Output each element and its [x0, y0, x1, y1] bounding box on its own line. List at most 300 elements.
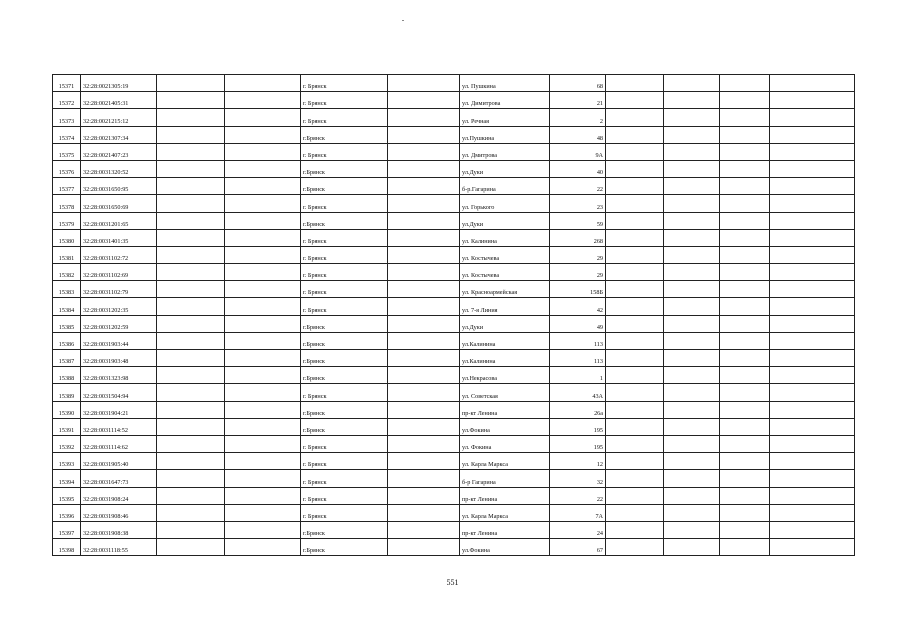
cell-empty [606, 298, 664, 315]
cell-empty [225, 109, 301, 126]
cell-house: 43А [550, 384, 606, 401]
cell-house: 23 [550, 195, 606, 212]
cell-empty [664, 487, 720, 504]
cell-house: 268 [550, 229, 606, 246]
table-row [53, 384, 855, 401]
cell-empty [225, 539, 301, 556]
cell-empty [606, 126, 664, 143]
cell-house: 42 [550, 298, 606, 315]
cell-city: г. Брянск [301, 384, 388, 401]
cell-number: 15388 [53, 367, 81, 384]
cell-empty [157, 126, 225, 143]
cell-empty [157, 178, 225, 195]
cell-city: г.Брянск [301, 401, 388, 418]
cell-empty [225, 92, 301, 109]
cell-empty [225, 246, 301, 263]
cell-house: 67 [550, 539, 606, 556]
cell-city: г.Брянск [301, 350, 388, 367]
cell-empty [770, 504, 855, 521]
cell-city: г.Брянск [301, 212, 388, 229]
cell-street: ул. Речная [460, 109, 550, 126]
table-row [53, 315, 855, 332]
cell-empty [720, 212, 770, 229]
table-row [53, 332, 855, 349]
cell-empty [720, 435, 770, 452]
cell-empty [225, 229, 301, 246]
cell-city: г. Брянск [301, 143, 388, 160]
cell-number: 15390 [53, 401, 81, 418]
cell-city: г. Брянск [301, 246, 388, 263]
cell-street: ул.Дуки [460, 160, 550, 177]
cell-empty [664, 418, 720, 435]
cell-empty [157, 315, 225, 332]
cell-street: пр-кт Ленина [460, 521, 550, 538]
cell-empty [606, 143, 664, 160]
cell-empty [720, 418, 770, 435]
cell-empty [664, 367, 720, 384]
cell-cadastral-number: 32:28:0031201:65 [81, 212, 157, 229]
cell-empty [606, 504, 664, 521]
cell-house: 1 [550, 367, 606, 384]
cell-house: 40 [550, 160, 606, 177]
cell-empty [606, 332, 664, 349]
cell-cadastral-number: 32:28:0031650:95 [81, 178, 157, 195]
cell-empty [664, 75, 720, 92]
cell-empty [388, 332, 460, 349]
cell-empty [157, 92, 225, 109]
cell-empty [720, 143, 770, 160]
table-row [53, 504, 855, 521]
cell-street: ул. Димитрова [460, 92, 550, 109]
cell-empty [388, 92, 460, 109]
cell-empty [225, 418, 301, 435]
cell-number: 15394 [53, 470, 81, 487]
table-row [53, 350, 855, 367]
cell-cadastral-number: 32:28:0031102:79 [81, 281, 157, 298]
cell-city: г. Брянск [301, 264, 388, 281]
cell-empty [720, 75, 770, 92]
cell-empty [388, 401, 460, 418]
cell-empty [664, 470, 720, 487]
cell-street: ул. Красноармейская [460, 281, 550, 298]
cell-city: г.Брянск [301, 126, 388, 143]
cell-empty [157, 470, 225, 487]
cell-house: 32 [550, 470, 606, 487]
cell-empty [606, 418, 664, 435]
cell-empty [388, 487, 460, 504]
cell-empty [388, 504, 460, 521]
table-row [53, 453, 855, 470]
cell-cadastral-number: 32:28:0031908:24 [81, 487, 157, 504]
cell-empty [720, 246, 770, 263]
cell-empty [225, 487, 301, 504]
cell-empty [157, 521, 225, 538]
cell-empty [157, 367, 225, 384]
cell-empty [388, 264, 460, 281]
cell-house: 29 [550, 264, 606, 281]
cell-empty [770, 246, 855, 263]
cell-empty [225, 160, 301, 177]
cell-empty [770, 418, 855, 435]
registry-table [52, 74, 855, 556]
table-row [53, 487, 855, 504]
cell-empty [157, 418, 225, 435]
cell-empty [720, 487, 770, 504]
cell-empty [606, 75, 664, 92]
table-row [53, 521, 855, 538]
cell-empty [770, 298, 855, 315]
cell-cadastral-number: 32:28:0031320:52 [81, 160, 157, 177]
cell-empty [606, 453, 664, 470]
cell-empty [770, 332, 855, 349]
cell-empty [664, 246, 720, 263]
cell-empty [225, 75, 301, 92]
table-row [53, 401, 855, 418]
cell-empty [606, 246, 664, 263]
cell-empty [157, 109, 225, 126]
cell-empty [388, 160, 460, 177]
cell-empty [606, 350, 664, 367]
table-row [53, 367, 855, 384]
cell-empty [388, 195, 460, 212]
table-row [53, 418, 855, 435]
cell-empty [225, 298, 301, 315]
cell-empty [664, 195, 720, 212]
cell-city: г.Брянск [301, 418, 388, 435]
cell-number: 15384 [53, 298, 81, 315]
cell-empty [720, 453, 770, 470]
cell-cadastral-number: 32:28:0021405:31 [81, 92, 157, 109]
cell-empty [770, 160, 855, 177]
cell-empty [225, 212, 301, 229]
cell-city: г. Брянск [301, 298, 388, 315]
cell-empty [664, 521, 720, 538]
cell-street: ул.Дуки [460, 212, 550, 229]
cell-empty [225, 315, 301, 332]
cell-city: г.Брянск [301, 367, 388, 384]
cell-empty [606, 109, 664, 126]
cell-cadastral-number: 32:28:0031903:48 [81, 350, 157, 367]
cell-street: ул. Горького [460, 195, 550, 212]
cell-empty [606, 521, 664, 538]
cell-empty [606, 264, 664, 281]
cell-empty [720, 109, 770, 126]
cell-empty [225, 435, 301, 452]
cell-empty [225, 521, 301, 538]
cell-empty [770, 281, 855, 298]
cell-number: 15392 [53, 435, 81, 452]
cell-house: 113 [550, 350, 606, 367]
cell-empty [770, 75, 855, 92]
cell-city: г.Брянск [301, 539, 388, 556]
table-row [53, 75, 855, 92]
cell-empty [225, 332, 301, 349]
table-row [53, 470, 855, 487]
cell-street: б-р Гагарина [460, 470, 550, 487]
cell-empty [225, 281, 301, 298]
cell-number: 15373 [53, 109, 81, 126]
cell-number: 15376 [53, 160, 81, 177]
cell-city: г. Брянск [301, 92, 388, 109]
cell-number: 15396 [53, 504, 81, 521]
cell-city: г.Брянск [301, 178, 388, 195]
cell-empty [606, 384, 664, 401]
cell-empty [720, 298, 770, 315]
cell-cadastral-number: 32:28:0031118:55 [81, 539, 157, 556]
cell-cadastral-number: 32:28:0031114:62 [81, 435, 157, 452]
cell-empty [225, 401, 301, 418]
cell-empty [664, 281, 720, 298]
cell-number: 15398 [53, 539, 81, 556]
cell-empty [388, 75, 460, 92]
cell-number: 15383 [53, 281, 81, 298]
cell-empty [157, 298, 225, 315]
cell-house: 29 [550, 246, 606, 263]
cell-empty [606, 435, 664, 452]
cell-number: 15377 [53, 178, 81, 195]
cell-street: ул.Пушкина [460, 126, 550, 143]
cell-cadastral-number: 32:28:0031504:94 [81, 384, 157, 401]
cell-city: г. Брянск [301, 504, 388, 521]
cell-empty [606, 92, 664, 109]
cell-house: 113 [550, 332, 606, 349]
cell-empty [157, 435, 225, 452]
cell-empty [388, 521, 460, 538]
cell-empty [388, 418, 460, 435]
cell-empty [225, 504, 301, 521]
table-row [53, 264, 855, 281]
table-row [53, 195, 855, 212]
cell-empty [664, 264, 720, 281]
cell-street: ул. Дмитрова [460, 143, 550, 160]
cell-city: г.Брянск [301, 521, 388, 538]
cell-empty [157, 332, 225, 349]
cell-cadastral-number: 32:28:0031323:98 [81, 367, 157, 384]
cell-number: 15389 [53, 384, 81, 401]
cell-empty [225, 195, 301, 212]
cell-house: 195 [550, 418, 606, 435]
cell-cadastral-number: 32:28:0031650:69 [81, 195, 157, 212]
cell-number: 15382 [53, 264, 81, 281]
cell-street: ул. Калинина [460, 229, 550, 246]
cell-empty [720, 281, 770, 298]
cell-street: ул.Калинина [460, 332, 550, 349]
cell-empty [157, 246, 225, 263]
cell-empty [606, 401, 664, 418]
cell-empty [664, 92, 720, 109]
table-row [53, 435, 855, 452]
cell-house: 26а [550, 401, 606, 418]
cell-empty [770, 384, 855, 401]
table-row [53, 298, 855, 315]
cell-empty [225, 384, 301, 401]
cell-empty [664, 315, 720, 332]
cell-empty [606, 539, 664, 556]
cell-empty [606, 470, 664, 487]
scan-speck [402, 20, 404, 21]
cell-house: 48 [550, 126, 606, 143]
cell-empty [720, 160, 770, 177]
cell-empty [720, 229, 770, 246]
cell-empty [664, 109, 720, 126]
cell-empty [606, 229, 664, 246]
cell-empty [225, 470, 301, 487]
cell-empty [606, 315, 664, 332]
cell-empty [664, 143, 720, 160]
table-row [53, 212, 855, 229]
cell-empty [225, 178, 301, 195]
cell-empty [720, 92, 770, 109]
table-row [53, 539, 855, 556]
cell-number: 15385 [53, 315, 81, 332]
cell-empty [157, 195, 225, 212]
cell-empty [770, 264, 855, 281]
cell-number: 15395 [53, 487, 81, 504]
cell-empty [606, 195, 664, 212]
cell-empty [157, 453, 225, 470]
page-number: 551 [446, 578, 459, 587]
cell-number: 15391 [53, 418, 81, 435]
cell-empty [720, 384, 770, 401]
cell-empty [606, 178, 664, 195]
cell-empty [770, 435, 855, 452]
table-row [53, 109, 855, 126]
cell-empty [664, 453, 720, 470]
cell-empty [720, 504, 770, 521]
cell-city: г. Брянск [301, 453, 388, 470]
cell-number: 15387 [53, 350, 81, 367]
cell-street: ул. Карла Маркса [460, 453, 550, 470]
cell-street: ул.Калинина [460, 350, 550, 367]
cell-empty [770, 212, 855, 229]
cell-empty [225, 367, 301, 384]
cell-house: 22 [550, 178, 606, 195]
cell-house: 49 [550, 315, 606, 332]
cell-street: ул. Карла Маркса [460, 504, 550, 521]
cell-empty [720, 521, 770, 538]
cell-city: г. Брянск [301, 487, 388, 504]
cell-number: 15397 [53, 521, 81, 538]
cell-house: 21 [550, 92, 606, 109]
table-row [53, 160, 855, 177]
cell-cadastral-number: 32:28:0031102:69 [81, 264, 157, 281]
cell-empty [157, 350, 225, 367]
cell-empty [664, 401, 720, 418]
cell-house: 22 [550, 487, 606, 504]
cell-house: 68 [550, 75, 606, 92]
cell-empty [388, 435, 460, 452]
cell-city: г. Брянск [301, 229, 388, 246]
cell-city: г. Брянск [301, 75, 388, 92]
cell-empty [225, 126, 301, 143]
cell-street: ул.Фокина [460, 418, 550, 435]
cell-empty [770, 367, 855, 384]
cell-empty [770, 401, 855, 418]
cell-city: г.Брянск [301, 315, 388, 332]
cell-empty [157, 264, 225, 281]
cell-number: 15379 [53, 212, 81, 229]
table-row [53, 92, 855, 109]
cell-city: г. Брянск [301, 195, 388, 212]
cell-empty [770, 453, 855, 470]
cell-cadastral-number: 32:28:0021407:23 [81, 143, 157, 160]
cell-street: ул.Некрасова [460, 367, 550, 384]
table-row [53, 126, 855, 143]
cell-street: ул. Фокина [460, 435, 550, 452]
cell-empty [388, 212, 460, 229]
cell-empty [770, 470, 855, 487]
cell-house: 2 [550, 109, 606, 126]
cell-empty [664, 212, 720, 229]
cell-empty [606, 212, 664, 229]
cell-empty [770, 229, 855, 246]
cell-empty [664, 178, 720, 195]
cell-empty [770, 487, 855, 504]
cell-number: 15372 [53, 92, 81, 109]
cell-empty [388, 109, 460, 126]
cell-cadastral-number: 32:28:0031401:35 [81, 229, 157, 246]
cell-city: г.Брянск [301, 160, 388, 177]
cell-street: ул.Дуки [460, 315, 550, 332]
cell-empty [770, 109, 855, 126]
cell-empty [720, 350, 770, 367]
cell-empty [388, 178, 460, 195]
cell-city: г.Брянск [301, 332, 388, 349]
cell-street: ул. Костычева [460, 246, 550, 263]
cell-empty [157, 143, 225, 160]
cell-cadastral-number: 32:28:0031647:73 [81, 470, 157, 487]
cell-empty [157, 281, 225, 298]
cell-empty [157, 401, 225, 418]
cell-cadastral-number: 32:28:0031908:38 [81, 521, 157, 538]
cell-empty [720, 264, 770, 281]
cell-empty [720, 539, 770, 556]
cell-house: 59 [550, 212, 606, 229]
cell-street: пр-кт Ленина [460, 401, 550, 418]
cell-empty [157, 539, 225, 556]
cell-empty [388, 384, 460, 401]
cell-empty [664, 332, 720, 349]
cell-empty [664, 160, 720, 177]
cell-empty [388, 315, 460, 332]
cell-empty [770, 195, 855, 212]
cell-empty [720, 470, 770, 487]
cell-cadastral-number: 32:28:0021215:12 [81, 109, 157, 126]
cell-cadastral-number: 32:28:0031202:35 [81, 298, 157, 315]
cell-city: г. Брянск [301, 109, 388, 126]
cell-street: ул.Фокина [460, 539, 550, 556]
cell-empty [388, 143, 460, 160]
cell-cadastral-number: 32:28:0021305:19 [81, 75, 157, 92]
table-row [53, 281, 855, 298]
cell-street: б-р.Гагарина [460, 178, 550, 195]
cell-empty [770, 539, 855, 556]
cell-empty [388, 126, 460, 143]
cell-street: ул. Советская [460, 384, 550, 401]
cell-number: 15375 [53, 143, 81, 160]
cell-house: 7А [550, 504, 606, 521]
cell-number: 15380 [53, 229, 81, 246]
table-row [53, 178, 855, 195]
cell-empty [225, 453, 301, 470]
cell-empty [770, 315, 855, 332]
cell-empty [720, 332, 770, 349]
cell-empty [606, 367, 664, 384]
cell-empty [720, 315, 770, 332]
cell-empty [157, 504, 225, 521]
cell-cadastral-number: 32:28:0031903:44 [81, 332, 157, 349]
cell-empty [157, 384, 225, 401]
